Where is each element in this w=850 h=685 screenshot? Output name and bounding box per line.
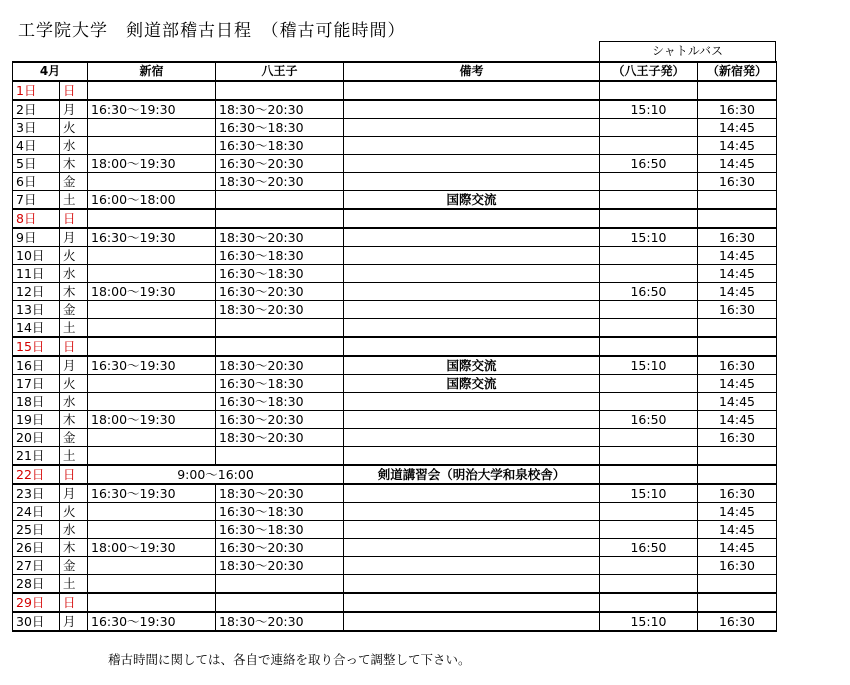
table-row bbox=[13, 319, 777, 338]
remarks-cell: 国際交流 bbox=[344, 356, 600, 375]
hachioji-time-cell: 16:30～18:30 bbox=[216, 393, 344, 411]
bus-shinjuku-cell: 16:30 bbox=[698, 228, 777, 247]
day-cell: 9日 bbox=[13, 228, 60, 247]
hachioji-time-cell: 18:30～20:30 bbox=[216, 484, 344, 503]
weekday-cell: 水 bbox=[60, 137, 88, 155]
shinjuku-time-cell: 16:00～18:00 bbox=[88, 191, 216, 210]
bus-shinjuku-cell bbox=[698, 575, 777, 594]
weekday-cell: 木 bbox=[60, 155, 88, 173]
table-row bbox=[13, 265, 777, 283]
shinjuku-time-cell: 18:00～19:30 bbox=[88, 283, 216, 301]
hachioji-time-cell: 16:30～20:30 bbox=[216, 539, 344, 557]
footer-note: 稽古時間に関しては、各自で連絡を取り合って調整して下さい。 bbox=[108, 652, 471, 667]
weekday-cell: 月 bbox=[60, 612, 88, 631]
remarks-cell bbox=[344, 337, 600, 356]
header-row bbox=[13, 62, 777, 81]
remarks-cell bbox=[344, 228, 600, 247]
shinjuku-time-cell bbox=[88, 429, 216, 447]
bus-shinjuku-cell: 16:30 bbox=[698, 612, 777, 631]
bus-hachioji-cell: 15:10 bbox=[600, 356, 698, 375]
day-cell: 30日 bbox=[13, 612, 60, 631]
hachioji-time-cell bbox=[216, 575, 344, 594]
bus-hachioji-cell bbox=[600, 301, 698, 319]
table-row bbox=[13, 465, 777, 484]
table-row bbox=[13, 173, 777, 191]
bus-shinjuku-cell: 14:45 bbox=[698, 119, 777, 137]
weekday-cell: 木 bbox=[60, 283, 88, 301]
weekday-cell: 月 bbox=[60, 100, 88, 119]
weekday-cell: 火 bbox=[60, 375, 88, 393]
hachioji-time-cell: 18:30～20:30 bbox=[216, 557, 344, 575]
bus-shinjuku-cell: 14:45 bbox=[698, 393, 777, 411]
day-cell: 6日 bbox=[13, 173, 60, 191]
month-header: 4月 bbox=[13, 62, 88, 81]
weekday-cell: 月 bbox=[60, 228, 88, 247]
remarks-cell bbox=[344, 429, 600, 447]
day-cell: 12日 bbox=[13, 283, 60, 301]
weekday-cell: 火 bbox=[60, 247, 88, 265]
day-cell: 29日 bbox=[13, 593, 60, 612]
shinjuku-time-cell bbox=[88, 301, 216, 319]
bus-hachioji-cell bbox=[600, 593, 698, 612]
table-row bbox=[13, 521, 777, 539]
table-row bbox=[13, 375, 777, 393]
shinjuku-time-cell: 16:30～19:30 bbox=[88, 100, 216, 119]
bus-hachioji-cell bbox=[600, 191, 698, 210]
schedule-table bbox=[12, 61, 777, 632]
bus-shinjuku-cell: 14:45 bbox=[698, 155, 777, 173]
bus-shinjuku-cell: 14:45 bbox=[698, 247, 777, 265]
table-row bbox=[13, 356, 777, 375]
table-row bbox=[13, 119, 777, 137]
bus-hachioji-cell bbox=[600, 429, 698, 447]
weekday-cell: 日 bbox=[60, 465, 88, 484]
day-cell: 7日 bbox=[13, 191, 60, 210]
table-row bbox=[13, 575, 777, 594]
hachioji-time-cell: 18:30～20:30 bbox=[216, 173, 344, 191]
weekday-cell: 月 bbox=[60, 356, 88, 375]
weekday-cell: 金 bbox=[60, 557, 88, 575]
bus-shinjuku-cell: 14:45 bbox=[698, 539, 777, 557]
hachioji-time-cell: 16:30～18:30 bbox=[216, 247, 344, 265]
weekday-cell: 日 bbox=[60, 593, 88, 612]
practice-time-merged: 9:00～16:00 bbox=[88, 465, 344, 484]
remarks-cell bbox=[344, 137, 600, 155]
weekday-cell: 土 bbox=[60, 447, 88, 466]
bus-hachioji-cell bbox=[600, 393, 698, 411]
bus-shinjuku-cell: 14:45 bbox=[698, 283, 777, 301]
bus-shinjuku-cell: 16:30 bbox=[698, 301, 777, 319]
bus-shinjuku-cell: 16:30 bbox=[698, 356, 777, 375]
shinjuku-time-cell bbox=[88, 209, 216, 228]
bus-hachioji-header: （八王子発） bbox=[600, 62, 698, 81]
bus-hachioji-cell bbox=[600, 337, 698, 356]
hachioji-time-cell: 16:30～18:30 bbox=[216, 375, 344, 393]
weekday-cell: 水 bbox=[60, 265, 88, 283]
day-cell: 20日 bbox=[13, 429, 60, 447]
bus-hachioji-cell: 15:10 bbox=[600, 484, 698, 503]
day-cell: 26日 bbox=[13, 539, 60, 557]
bus-hachioji-cell: 16:50 bbox=[600, 411, 698, 429]
shinjuku-time-cell: 18:00～19:30 bbox=[88, 155, 216, 173]
weekday-cell: 月 bbox=[60, 484, 88, 503]
table-row bbox=[13, 155, 777, 173]
remarks-cell: 剣道講習会（明治大学和泉校舎） bbox=[344, 465, 600, 484]
table-row bbox=[13, 539, 777, 557]
table-row bbox=[13, 81, 777, 100]
hachioji-time-cell: 16:30～20:30 bbox=[216, 155, 344, 173]
bus-hachioji-cell: 15:10 bbox=[600, 228, 698, 247]
hachioji-time-cell: 16:30～18:30 bbox=[216, 119, 344, 137]
day-cell: 1日 bbox=[13, 81, 60, 100]
table-row bbox=[13, 209, 777, 228]
bus-hachioji-cell bbox=[600, 173, 698, 191]
shinjuku-time-cell bbox=[88, 447, 216, 466]
bus-hachioji-cell: 16:50 bbox=[600, 539, 698, 557]
bus-shinjuku-cell bbox=[698, 337, 777, 356]
shinjuku-time-cell: 16:30～19:30 bbox=[88, 228, 216, 247]
remarks-cell bbox=[344, 557, 600, 575]
day-cell: 25日 bbox=[13, 521, 60, 539]
remarks-cell bbox=[344, 447, 600, 466]
table-row bbox=[13, 100, 777, 119]
table-row bbox=[13, 301, 777, 319]
remarks-cell bbox=[344, 393, 600, 411]
shinjuku-time-cell bbox=[88, 375, 216, 393]
weekday-cell: 水 bbox=[60, 393, 88, 411]
hachioji-header: 八王子 bbox=[216, 62, 344, 81]
remarks-cell bbox=[344, 265, 600, 283]
day-cell: 11日 bbox=[13, 265, 60, 283]
remarks-cell bbox=[344, 521, 600, 539]
bus-shinjuku-cell: 14:45 bbox=[698, 265, 777, 283]
bus-hachioji-cell: 15:10 bbox=[600, 100, 698, 119]
day-cell: 18日 bbox=[13, 393, 60, 411]
shinjuku-time-cell bbox=[88, 503, 216, 521]
shinjuku-time-cell: 16:30～19:30 bbox=[88, 612, 216, 631]
bus-hachioji-cell: 16:50 bbox=[600, 283, 698, 301]
bus-shinjuku-cell: 16:30 bbox=[698, 484, 777, 503]
remarks-cell bbox=[344, 283, 600, 301]
day-cell: 19日 bbox=[13, 411, 60, 429]
bus-shinjuku-cell bbox=[698, 191, 777, 210]
weekday-cell: 日 bbox=[60, 337, 88, 356]
hachioji-time-cell: 16:30～18:30 bbox=[216, 137, 344, 155]
table-row bbox=[13, 191, 777, 210]
day-cell: 16日 bbox=[13, 356, 60, 375]
bus-hachioji-cell bbox=[600, 465, 698, 484]
table-row bbox=[13, 447, 777, 466]
hachioji-time-cell: 16:30～20:30 bbox=[216, 283, 344, 301]
bus-shinjuku-cell: 16:30 bbox=[698, 100, 777, 119]
remarks-cell bbox=[344, 575, 600, 594]
hachioji-time-cell bbox=[216, 447, 344, 466]
day-cell: 22日 bbox=[13, 465, 60, 484]
day-cell: 23日 bbox=[13, 484, 60, 503]
bus-shinjuku-header: （新宿発） bbox=[698, 62, 777, 81]
shinjuku-time-cell bbox=[88, 247, 216, 265]
bus-hachioji-cell: 15:10 bbox=[600, 612, 698, 631]
shinjuku-time-cell bbox=[88, 593, 216, 612]
remarks-cell bbox=[344, 411, 600, 429]
day-cell: 8日 bbox=[13, 209, 60, 228]
day-cell: 3日 bbox=[13, 119, 60, 137]
hachioji-time-cell bbox=[216, 209, 344, 228]
bus-shinjuku-cell bbox=[698, 593, 777, 612]
weekday-cell: 水 bbox=[60, 521, 88, 539]
remarks-cell bbox=[344, 100, 600, 119]
day-cell: 28日 bbox=[13, 575, 60, 594]
hachioji-time-cell bbox=[216, 191, 344, 210]
bus-hachioji-cell bbox=[600, 447, 698, 466]
day-cell: 21日 bbox=[13, 447, 60, 466]
shinjuku-time-cell bbox=[88, 337, 216, 356]
shinjuku-time-cell bbox=[88, 319, 216, 338]
remarks-cell bbox=[344, 503, 600, 521]
table-row bbox=[13, 503, 777, 521]
hachioji-time-cell: 16:30～18:30 bbox=[216, 265, 344, 283]
bus-hachioji-cell bbox=[600, 81, 698, 100]
weekday-cell: 日 bbox=[60, 209, 88, 228]
table-row bbox=[13, 137, 777, 155]
bus-shinjuku-cell: 16:30 bbox=[698, 429, 777, 447]
bus-hachioji-cell bbox=[600, 557, 698, 575]
table-row bbox=[13, 337, 777, 356]
bus-hachioji-cell bbox=[600, 319, 698, 338]
bus-shinjuku-cell: 14:45 bbox=[698, 375, 777, 393]
bus-shinjuku-cell: 14:45 bbox=[698, 411, 777, 429]
day-cell: 2日 bbox=[13, 100, 60, 119]
remarks-cell: 国際交流 bbox=[344, 191, 600, 210]
remarks-cell bbox=[344, 539, 600, 557]
bus-shinjuku-cell: 14:45 bbox=[698, 521, 777, 539]
shinjuku-time-cell: 18:00～19:30 bbox=[88, 411, 216, 429]
remarks-cell bbox=[344, 247, 600, 265]
table-row bbox=[13, 612, 777, 631]
bus-shinjuku-cell: 16:30 bbox=[698, 557, 777, 575]
shuttle-bus-header: シャトルバス bbox=[599, 41, 776, 61]
shinjuku-time-cell bbox=[88, 557, 216, 575]
shinjuku-time-cell bbox=[88, 521, 216, 539]
shinjuku-time-cell: 16:30～19:30 bbox=[88, 484, 216, 503]
remarks-cell bbox=[344, 612, 600, 631]
remarks-cell bbox=[344, 155, 600, 173]
hachioji-time-cell bbox=[216, 593, 344, 612]
hachioji-time-cell bbox=[216, 81, 344, 100]
remarks-cell bbox=[344, 593, 600, 612]
hachioji-time-cell: 18:30～20:30 bbox=[216, 356, 344, 375]
weekday-cell: 木 bbox=[60, 411, 88, 429]
shinjuku-time-cell bbox=[88, 265, 216, 283]
remarks-cell: 国際交流 bbox=[344, 375, 600, 393]
bus-hachioji-cell bbox=[600, 137, 698, 155]
hachioji-time-cell bbox=[216, 337, 344, 356]
table-row bbox=[13, 593, 777, 612]
weekday-cell: 日 bbox=[60, 81, 88, 100]
shinjuku-time-cell bbox=[88, 173, 216, 191]
weekday-cell: 土 bbox=[60, 575, 88, 594]
hachioji-time-cell bbox=[216, 319, 344, 338]
bus-shinjuku-cell bbox=[698, 447, 777, 466]
page-title: 工学院大学 剣道部稽古日程 （稽古可能時間） bbox=[18, 21, 406, 41]
table-row bbox=[13, 429, 777, 447]
shinjuku-time-cell bbox=[88, 393, 216, 411]
day-cell: 17日 bbox=[13, 375, 60, 393]
bus-shinjuku-cell bbox=[698, 319, 777, 338]
remarks-header: 備考 bbox=[344, 62, 600, 81]
bus-hachioji-cell bbox=[600, 265, 698, 283]
bus-shinjuku-cell bbox=[698, 81, 777, 100]
hachioji-time-cell: 18:30～20:30 bbox=[216, 228, 344, 247]
bus-hachioji-cell bbox=[600, 247, 698, 265]
shinjuku-time-cell: 16:30～19:30 bbox=[88, 356, 216, 375]
bus-hachioji-cell: 16:50 bbox=[600, 155, 698, 173]
table-row bbox=[13, 484, 777, 503]
bus-hachioji-cell bbox=[600, 575, 698, 594]
bus-shinjuku-cell bbox=[698, 465, 777, 484]
day-cell: 15日 bbox=[13, 337, 60, 356]
shinjuku-time-cell bbox=[88, 119, 216, 137]
bus-hachioji-cell bbox=[600, 209, 698, 228]
weekday-cell: 金 bbox=[60, 301, 88, 319]
weekday-cell: 金 bbox=[60, 429, 88, 447]
day-cell: 13日 bbox=[13, 301, 60, 319]
hachioji-time-cell: 16:30～18:30 bbox=[216, 521, 344, 539]
day-cell: 4日 bbox=[13, 137, 60, 155]
day-cell: 5日 bbox=[13, 155, 60, 173]
weekday-cell: 木 bbox=[60, 539, 88, 557]
remarks-cell bbox=[344, 484, 600, 503]
hachioji-time-cell: 16:30～18:30 bbox=[216, 503, 344, 521]
day-cell: 10日 bbox=[13, 247, 60, 265]
weekday-cell: 火 bbox=[60, 503, 88, 521]
weekday-cell: 土 bbox=[60, 191, 88, 210]
remarks-cell bbox=[344, 301, 600, 319]
bus-shinjuku-cell: 16:30 bbox=[698, 173, 777, 191]
weekday-cell: 火 bbox=[60, 119, 88, 137]
shinjuku-time-cell: 18:00～19:30 bbox=[88, 539, 216, 557]
table-row bbox=[13, 247, 777, 265]
bus-hachioji-cell bbox=[600, 521, 698, 539]
remarks-cell bbox=[344, 209, 600, 228]
hachioji-time-cell: 18:30～20:30 bbox=[216, 301, 344, 319]
shinjuku-time-cell bbox=[88, 575, 216, 594]
day-cell: 14日 bbox=[13, 319, 60, 338]
remarks-cell bbox=[344, 319, 600, 338]
bus-shinjuku-cell: 14:45 bbox=[698, 137, 777, 155]
table-row bbox=[13, 283, 777, 301]
remarks-cell bbox=[344, 81, 600, 100]
bus-hachioji-cell bbox=[600, 503, 698, 521]
table-row bbox=[13, 557, 777, 575]
shinjuku-time-cell bbox=[88, 81, 216, 100]
shinjuku-header: 新宿 bbox=[88, 62, 216, 81]
table-row bbox=[13, 411, 777, 429]
bus-hachioji-cell bbox=[600, 375, 698, 393]
shinjuku-time-cell bbox=[88, 137, 216, 155]
day-cell: 24日 bbox=[13, 503, 60, 521]
table-row bbox=[13, 393, 777, 411]
weekday-cell: 土 bbox=[60, 319, 88, 338]
bus-hachioji-cell bbox=[600, 119, 698, 137]
table-row bbox=[13, 228, 777, 247]
hachioji-time-cell: 16:30～20:30 bbox=[216, 411, 344, 429]
day-cell: 27日 bbox=[13, 557, 60, 575]
hachioji-time-cell: 18:30～20:30 bbox=[216, 612, 344, 631]
bus-shinjuku-cell bbox=[698, 209, 777, 228]
weekday-cell: 金 bbox=[60, 173, 88, 191]
remarks-cell bbox=[344, 173, 600, 191]
bus-shinjuku-cell: 14:45 bbox=[698, 503, 777, 521]
hachioji-time-cell: 18:30～20:30 bbox=[216, 429, 344, 447]
hachioji-time-cell: 18:30～20:30 bbox=[216, 100, 344, 119]
remarks-cell bbox=[344, 119, 600, 137]
